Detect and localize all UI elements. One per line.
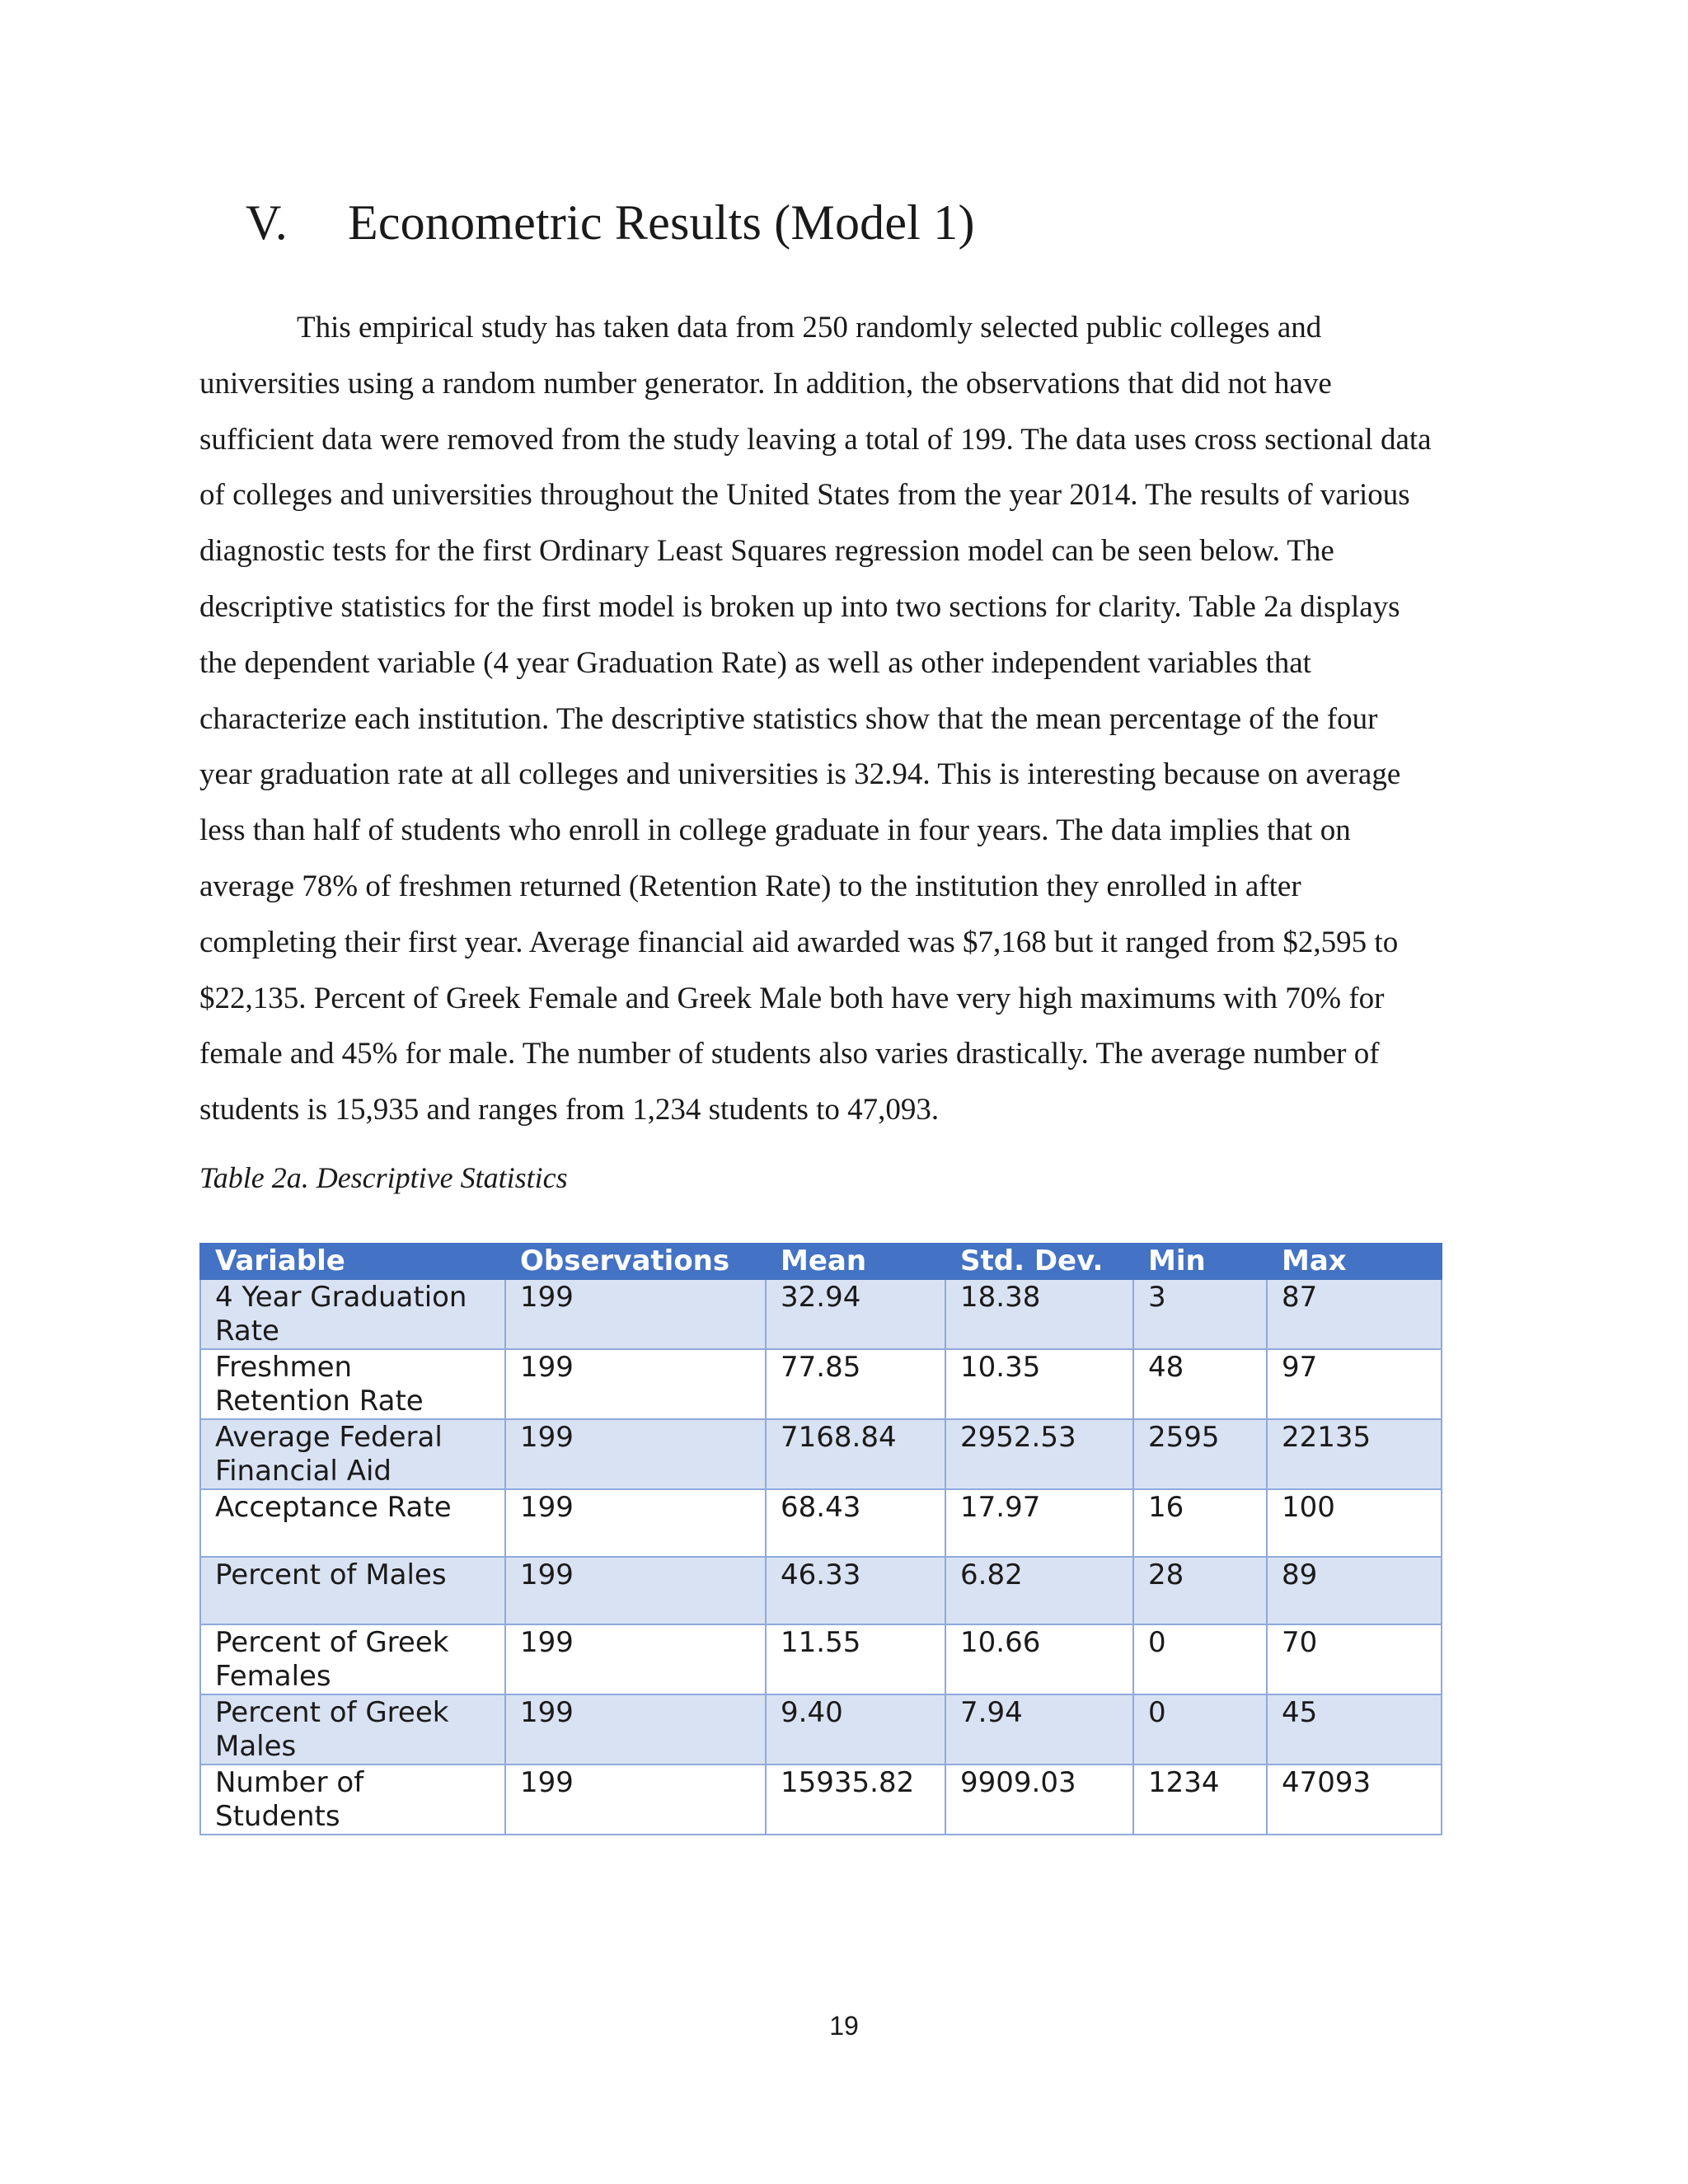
paragraph-line: descriptive statistics for the first model is broken up into two sections for clarity. Table 2a displays	[199, 589, 1400, 624]
column-header: Std. Dev.	[945, 1244, 1133, 1279]
variable-cell: 4 Year Graduation Rate	[200, 1279, 505, 1349]
table-row	[200, 1765, 1442, 1835]
value-cell: 22135	[1267, 1419, 1442, 1489]
variable-cell: Percent of Greek Males	[200, 1694, 505, 1765]
value-cell: 97	[1267, 1349, 1442, 1419]
value-cell: 32.94	[766, 1279, 945, 1349]
column-header: Max	[1267, 1244, 1442, 1279]
paragraph-line: characterize each institution. The descriptive statistics show that the mean percentage of the four	[199, 701, 1378, 736]
value-cell: 199	[505, 1349, 766, 1419]
value-cell: 199	[505, 1624, 766, 1694]
value-cell: 46.33	[766, 1557, 945, 1624]
section-number: V.	[246, 195, 288, 250]
value-cell: 7168.84	[766, 1419, 945, 1489]
paragraph-line: average 78% of freshmen returned (Retention Rate) to the institution they enrolled in after	[199, 869, 1301, 903]
paragraph-line: of colleges and universities throughout the United States from the year 2014. The results of various	[199, 478, 1410, 513]
table-caption: Table 2a. Descriptive Statistics	[199, 1161, 568, 1194]
table-row	[200, 1279, 1442, 1349]
value-cell: 7.94	[945, 1694, 1133, 1765]
table-row	[200, 1624, 1442, 1694]
section-heading	[246, 194, 975, 251]
value-cell: 3	[1133, 1279, 1267, 1349]
variable-cell: Acceptance Rate	[200, 1489, 505, 1557]
column-header: Min	[1133, 1244, 1267, 1279]
paragraph-line: students is 15,935 and ranges from 1,234 students to 47,093.	[199, 1093, 940, 1127]
table-row	[200, 1349, 1442, 1419]
column-header: Mean	[766, 1244, 945, 1279]
value-cell: 47093	[1267, 1765, 1442, 1835]
value-cell: 2595	[1133, 1419, 1267, 1489]
table-header-row	[200, 1244, 1442, 1279]
value-cell: 199	[505, 1279, 766, 1349]
value-cell: 87	[1267, 1279, 1442, 1349]
section-title: Econometric Results (Model 1)	[348, 195, 975, 250]
body-paragraph	[199, 300, 1493, 1138]
table-row	[200, 1694, 1442, 1765]
value-cell: 100	[1267, 1489, 1442, 1557]
page-number: 19	[829, 2011, 859, 2041]
value-cell: 16	[1133, 1489, 1267, 1557]
descriptive-statistics-table	[199, 1243, 1442, 1835]
variable-cell: Percent of Greek Females	[200, 1624, 505, 1694]
paragraph-line: universities using a random number generator. In addition, the observations that did not have	[199, 366, 1332, 401]
value-cell: 6.82	[945, 1557, 1133, 1624]
paragraph-line: completing their first year. Average financial aid awarded was $7,168 but it ranged from $2,595 to	[199, 925, 1399, 959]
value-cell: 15935.82	[766, 1765, 945, 1835]
value-cell: 1234	[1133, 1765, 1267, 1835]
value-cell: 199	[505, 1419, 766, 1489]
value-cell: 199	[505, 1489, 766, 1557]
value-cell: 77.85	[766, 1349, 945, 1419]
column-header: Variable	[200, 1244, 505, 1279]
value-cell: 48	[1133, 1349, 1267, 1419]
value-cell: 89	[1267, 1557, 1442, 1624]
value-cell: 0	[1133, 1694, 1267, 1765]
paragraph-line: sufficient data were removed from the study leaving a total of 199. The data uses cross sectional data	[199, 422, 1432, 457]
value-cell: 45	[1267, 1694, 1442, 1765]
table-row	[200, 1419, 1442, 1489]
value-cell: 199	[505, 1557, 766, 1624]
value-cell: 28	[1133, 1557, 1267, 1624]
value-cell: 199	[505, 1694, 766, 1765]
table-row	[200, 1557, 1442, 1624]
value-cell: 18.38	[945, 1279, 1133, 1349]
value-cell: 9909.03	[945, 1765, 1133, 1835]
variable-cell: Freshmen Retention Rate	[200, 1349, 505, 1419]
table-row	[200, 1489, 1442, 1557]
value-cell: 0	[1133, 1624, 1267, 1694]
value-cell: 10.66	[945, 1624, 1133, 1694]
value-cell: 199	[505, 1765, 766, 1835]
paragraph-line: diagnostic tests for the first Ordinary Least Squares regression model can be seen below. The	[199, 534, 1334, 569]
paragraph-line: $22,135. Percent of Greek Female and Greek Male both have very high maximums with 70% for	[199, 981, 1385, 1015]
variable-cell: Number of Students	[200, 1765, 505, 1835]
column-header: Observations	[505, 1244, 766, 1279]
value-cell: 9.40	[766, 1694, 945, 1765]
variable-cell: Average Federal Financial Aid	[200, 1419, 505, 1489]
value-cell: 10.35	[945, 1349, 1133, 1419]
paragraph-line: This empirical study has taken data from 250 randomly selected public colleges and	[297, 311, 1322, 344]
value-cell: 17.97	[945, 1489, 1133, 1557]
value-cell: 68.43	[766, 1489, 945, 1557]
paragraph-line: female and 45% for male. The number of students also varies drastically. The average number of	[199, 1037, 1380, 1071]
variable-cell: Percent of Males	[200, 1557, 505, 1624]
value-cell: 2952.53	[945, 1419, 1133, 1489]
paragraph-line: year graduation rate at all colleges and universities is 32.94. This is interesting because on average	[199, 757, 1401, 792]
paragraph-line: the dependent variable (4 year Graduation Rate) as well as other independent variables that	[199, 645, 1311, 680]
value-cell: 11.55	[766, 1624, 945, 1694]
value-cell: 70	[1267, 1624, 1442, 1694]
paragraph-line: less than half of students who enroll in college graduate in four years. The data implies that on	[199, 813, 1351, 848]
